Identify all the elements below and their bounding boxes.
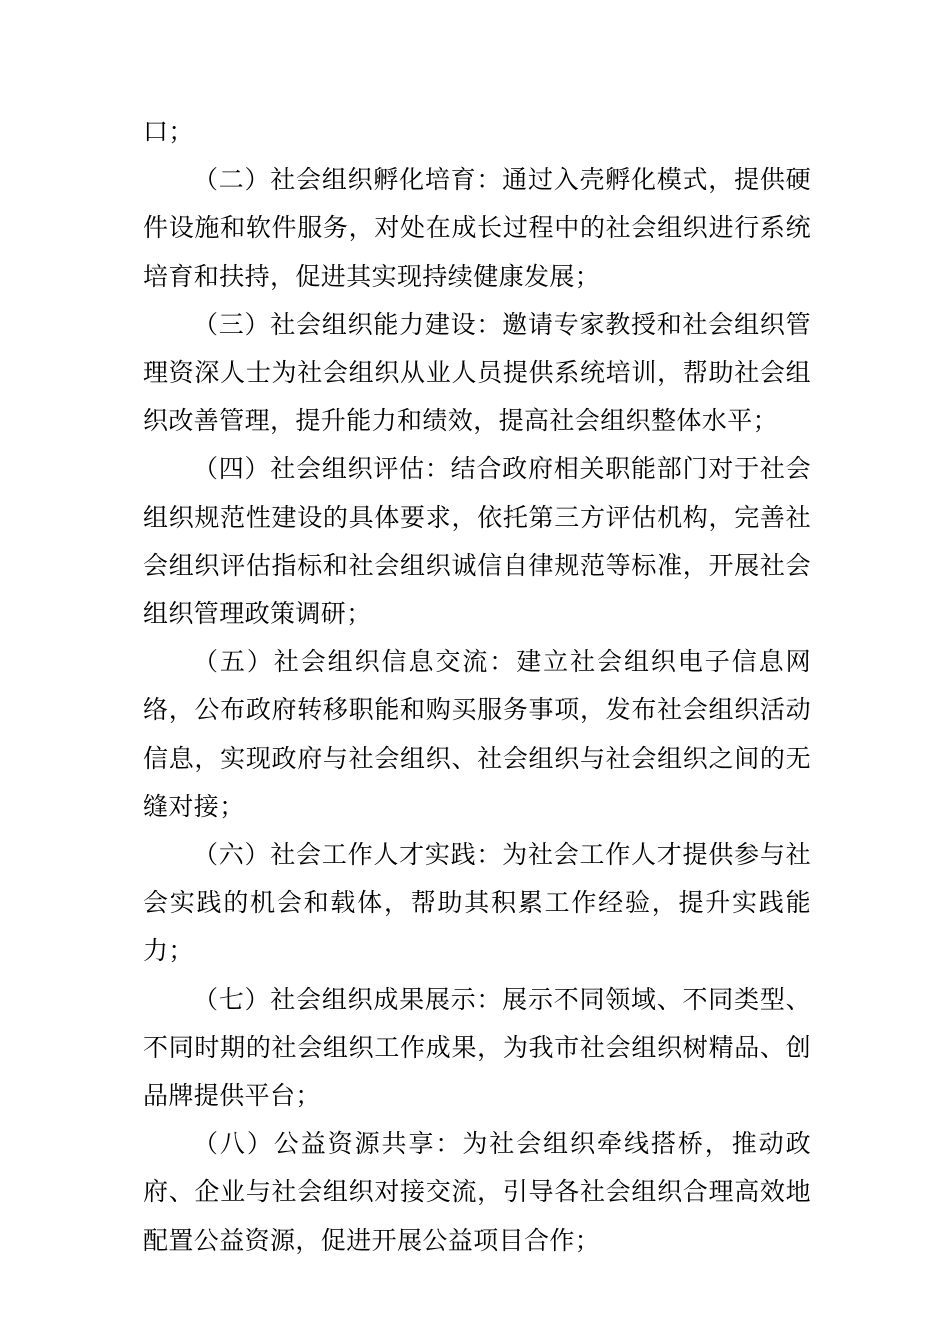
paragraph-continuation: 口； <box>143 117 194 146</box>
paragraph-capacity-building: （三）社会组织能力建设：邀请专家教授和社会组织管理资深人士为社会组织从业人员提供系统培训，帮助社会组织改善管理，提升能力和绩效，提高社会组织整体水平； <box>143 309 811 436</box>
paragraph-achievement-display: （七）社会组织成果展示：展示不同领域、不同类型、不同时期的社会组织工作成果，为我市社会组织树精品、创品牌提供平台； <box>143 984 811 1111</box>
paragraph-resource-sharing: （八）公益资源共享：为社会组织牵线搭桥，推动政府、企业与社会组织对接交流，引导各社会组织合理高效地配置公益资源，促进开展公益项目合作； <box>143 1129 811 1255</box>
paragraph-incubation: （二）社会组织孵化培育：通过入壳孵化模式，提供硬件设施和软件服务，对处在成长过程中的社会组织进行系统培育和扶持，促进其实现持续健康发展； <box>143 165 811 291</box>
document-body <box>143 108 811 1265</box>
paragraph-evaluation: （四）社会组织评估：结合政府相关职能部门对于社会组织规范性建设的具体要求，依托第三方评估机构，完善社会组织评估指标和社会组织诚信自律规范等标准，开展社会组织管理政策调研； <box>143 454 811 629</box>
paragraph-talent-practice: （六）社会工作人才实践：为社会工作人才提供参与社会实践的机会和载体，帮助其积累工作经验，提升实践能力； <box>143 840 811 966</box>
paragraph-information-exchange: （五）社会组织信息交流：建立社会组织电子信息网络，公布政府转移职能和购买服务事项，发布社会组织活动信息，实现政府与社会组织、社会组织与社会组织之间的无缝对接； <box>143 647 811 821</box>
